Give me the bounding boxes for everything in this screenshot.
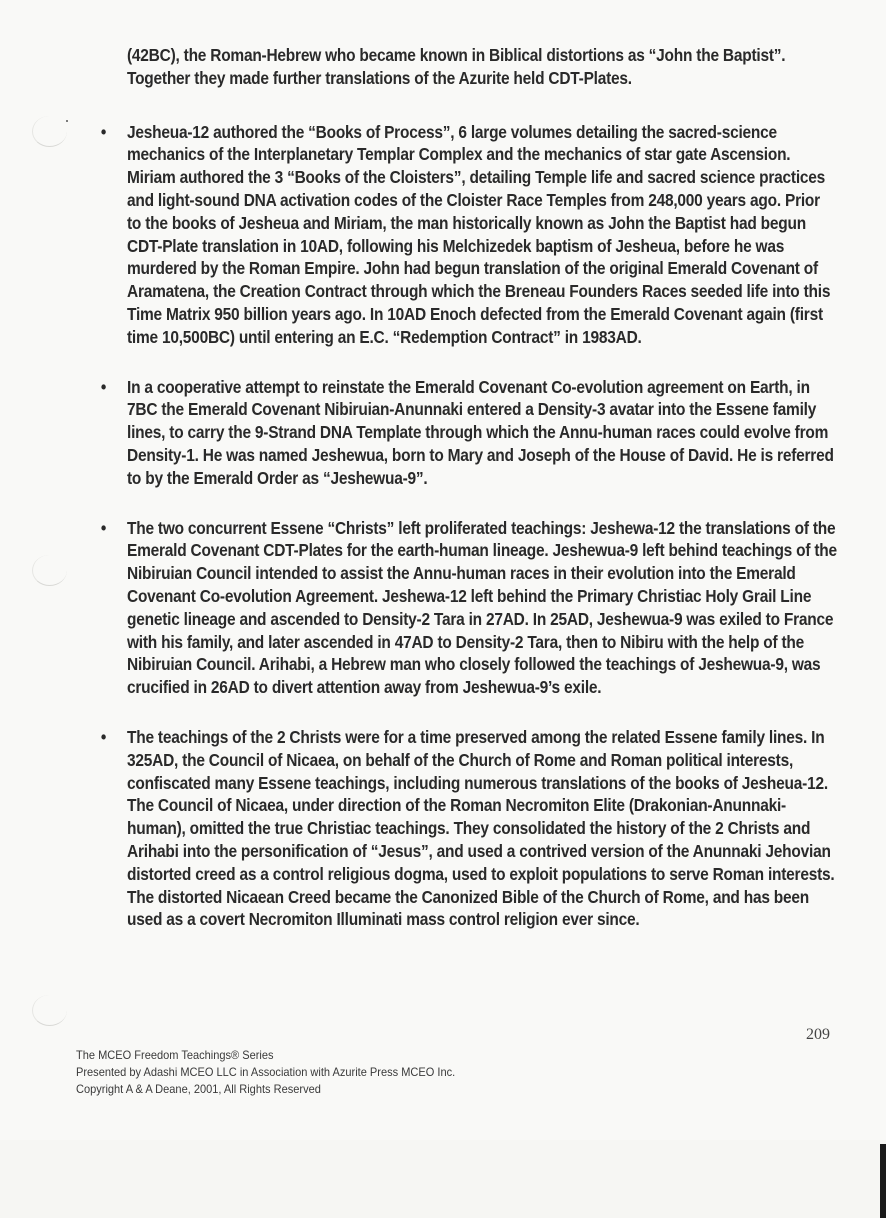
scan-edge-shadow <box>880 1144 886 1218</box>
bullet-list <box>100 121 838 932</box>
bullet-icon: • <box>100 376 107 397</box>
bullet-icon: • <box>100 726 107 747</box>
hole-punch-mark <box>32 555 67 586</box>
bullet-text: In a cooperative attempt to reinstate the Emerald Covenant Co-evolution agreement on Earth, in 7BC the Emerald Covenant Nibiruian-Anunnaki entered a Density-3 avatar into the Essene family lines, to carry the 9-Strand DNA Template through which the Annu-human races could evolve from Density-1. He was named Jeshewua, born to Mary and Joseph of the House of David. He is referred to by the Emerald Order as “Jeshewua-9”. <box>127 376 834 488</box>
bullet-item <box>100 726 838 931</box>
bullet-icon: • <box>100 121 107 142</box>
footer-series-line: The MCEO Freedom Teachings® Series <box>76 1048 274 1062</box>
bullet-item <box>100 517 838 699</box>
bullet-text: The two concurrent Essene “Christs” left proliferated teachings: Jeshewa-12 the translations of the Emerald Covenant CDT-Plates for the earth-human lineage. Jeshewua-9 left behind teachings of the Nibiruian Council intended to assist the Annu-human races in their evolution into the Emerald Covenant Co-evolution Agreement. Jeshewa-12 left behind the Primary Christiac Holy Grail Line genetic lineage and ascended to Density-2 Tara in 27AD. In 25AD, Jeshewua-9 was exiled to France with his family, and later ascended in 47AD to Density-2 Tara, then to Nibiru with the help of the Nibiruian Council. Arihabi, a Hebrew man who closely followed the teachings of Jeshewua-9, was crucified in 26AD to divert attention away from Jeshewua-9’s exile. <box>127 517 837 698</box>
page-number: 209 <box>806 1026 830 1043</box>
footer-copyright-line: Copyright A & A Deane, 2001, All Rights Reserved <box>76 1082 321 1096</box>
page-body <box>100 44 838 958</box>
continuation-paragraph: (42BC), the Roman-Hebrew who became known in Biblical distortions as “John the Baptist”. Together they made further translations of the Azurite held CDT-Plates. <box>127 45 786 88</box>
footer-publisher-line: Presented by Adashi MCEO LLC in Association with Azurite Press MCEO Inc. <box>76 1065 456 1079</box>
bullet-item <box>100 121 838 349</box>
bullet-text: Jesheua-12 authored the “Books of Process”, 6 large volumes detailing the sacred-science mechanics of the Interplanetary Templar Complex and the mechanics of star gate Ascension. Miriam authored the 3 “Books of the Cloisters”, detailing Temple life and sacred science practices and light-sound DNA activation codes of the Cloister Race Temples from 248,000 years ago. Prior to the books of Jesheua and Miriam, the man historically known as John the Baptist had begun CDT-Plate translation in 10AD, following his Melchizedek baptism of Jesheua, before he was murdered by the Roman Empire. John had begun translation of the original Emerald Covenant of Aramatena, the Creation Contract through which the Breneau Founders Races seeded life into this Time Matrix 950 billion years ago. In 10AD Enoch defected from the Emerald Covenant again (first time 10,500BC) until entering an E.C. “Redemption Contract” in 1983AD. <box>127 121 831 347</box>
hole-punch-mark <box>32 995 67 1026</box>
scan-speck <box>66 120 68 122</box>
bullet-text: The teachings of the 2 Christs were for a time preserved among the related Essene family lines. In 325AD, the Council of Nicaea, on behalf of the Church of Rome and Roman political interests, confiscated many Essene teachings, including numerous translations of the books of Jesheua-12. The Council of Nicaea, under direction of the Roman Necromiton Elite (Drakonian-Anunnaki-human), omitted the true Christiac teachings. They consolidated the history of the 2 Christs and Arihabi into the personification of “Jesus”, and used a contrived version of the Anunnaki Jehovian distorted creed as a control religious dogma, used to exploit populations to serve Roman interests. The distorted Nicaean Creed became the Canonized Bible of the Church of Rome, and has been used as a covert Necromiton Illuminati mass control religion ever since. <box>127 726 835 930</box>
bullet-icon: • <box>100 517 107 538</box>
hole-punch-mark <box>32 116 67 147</box>
page-footer <box>76 1047 455 1098</box>
scan-bottom-margin <box>0 1140 886 1218</box>
bullet-item <box>100 376 838 490</box>
